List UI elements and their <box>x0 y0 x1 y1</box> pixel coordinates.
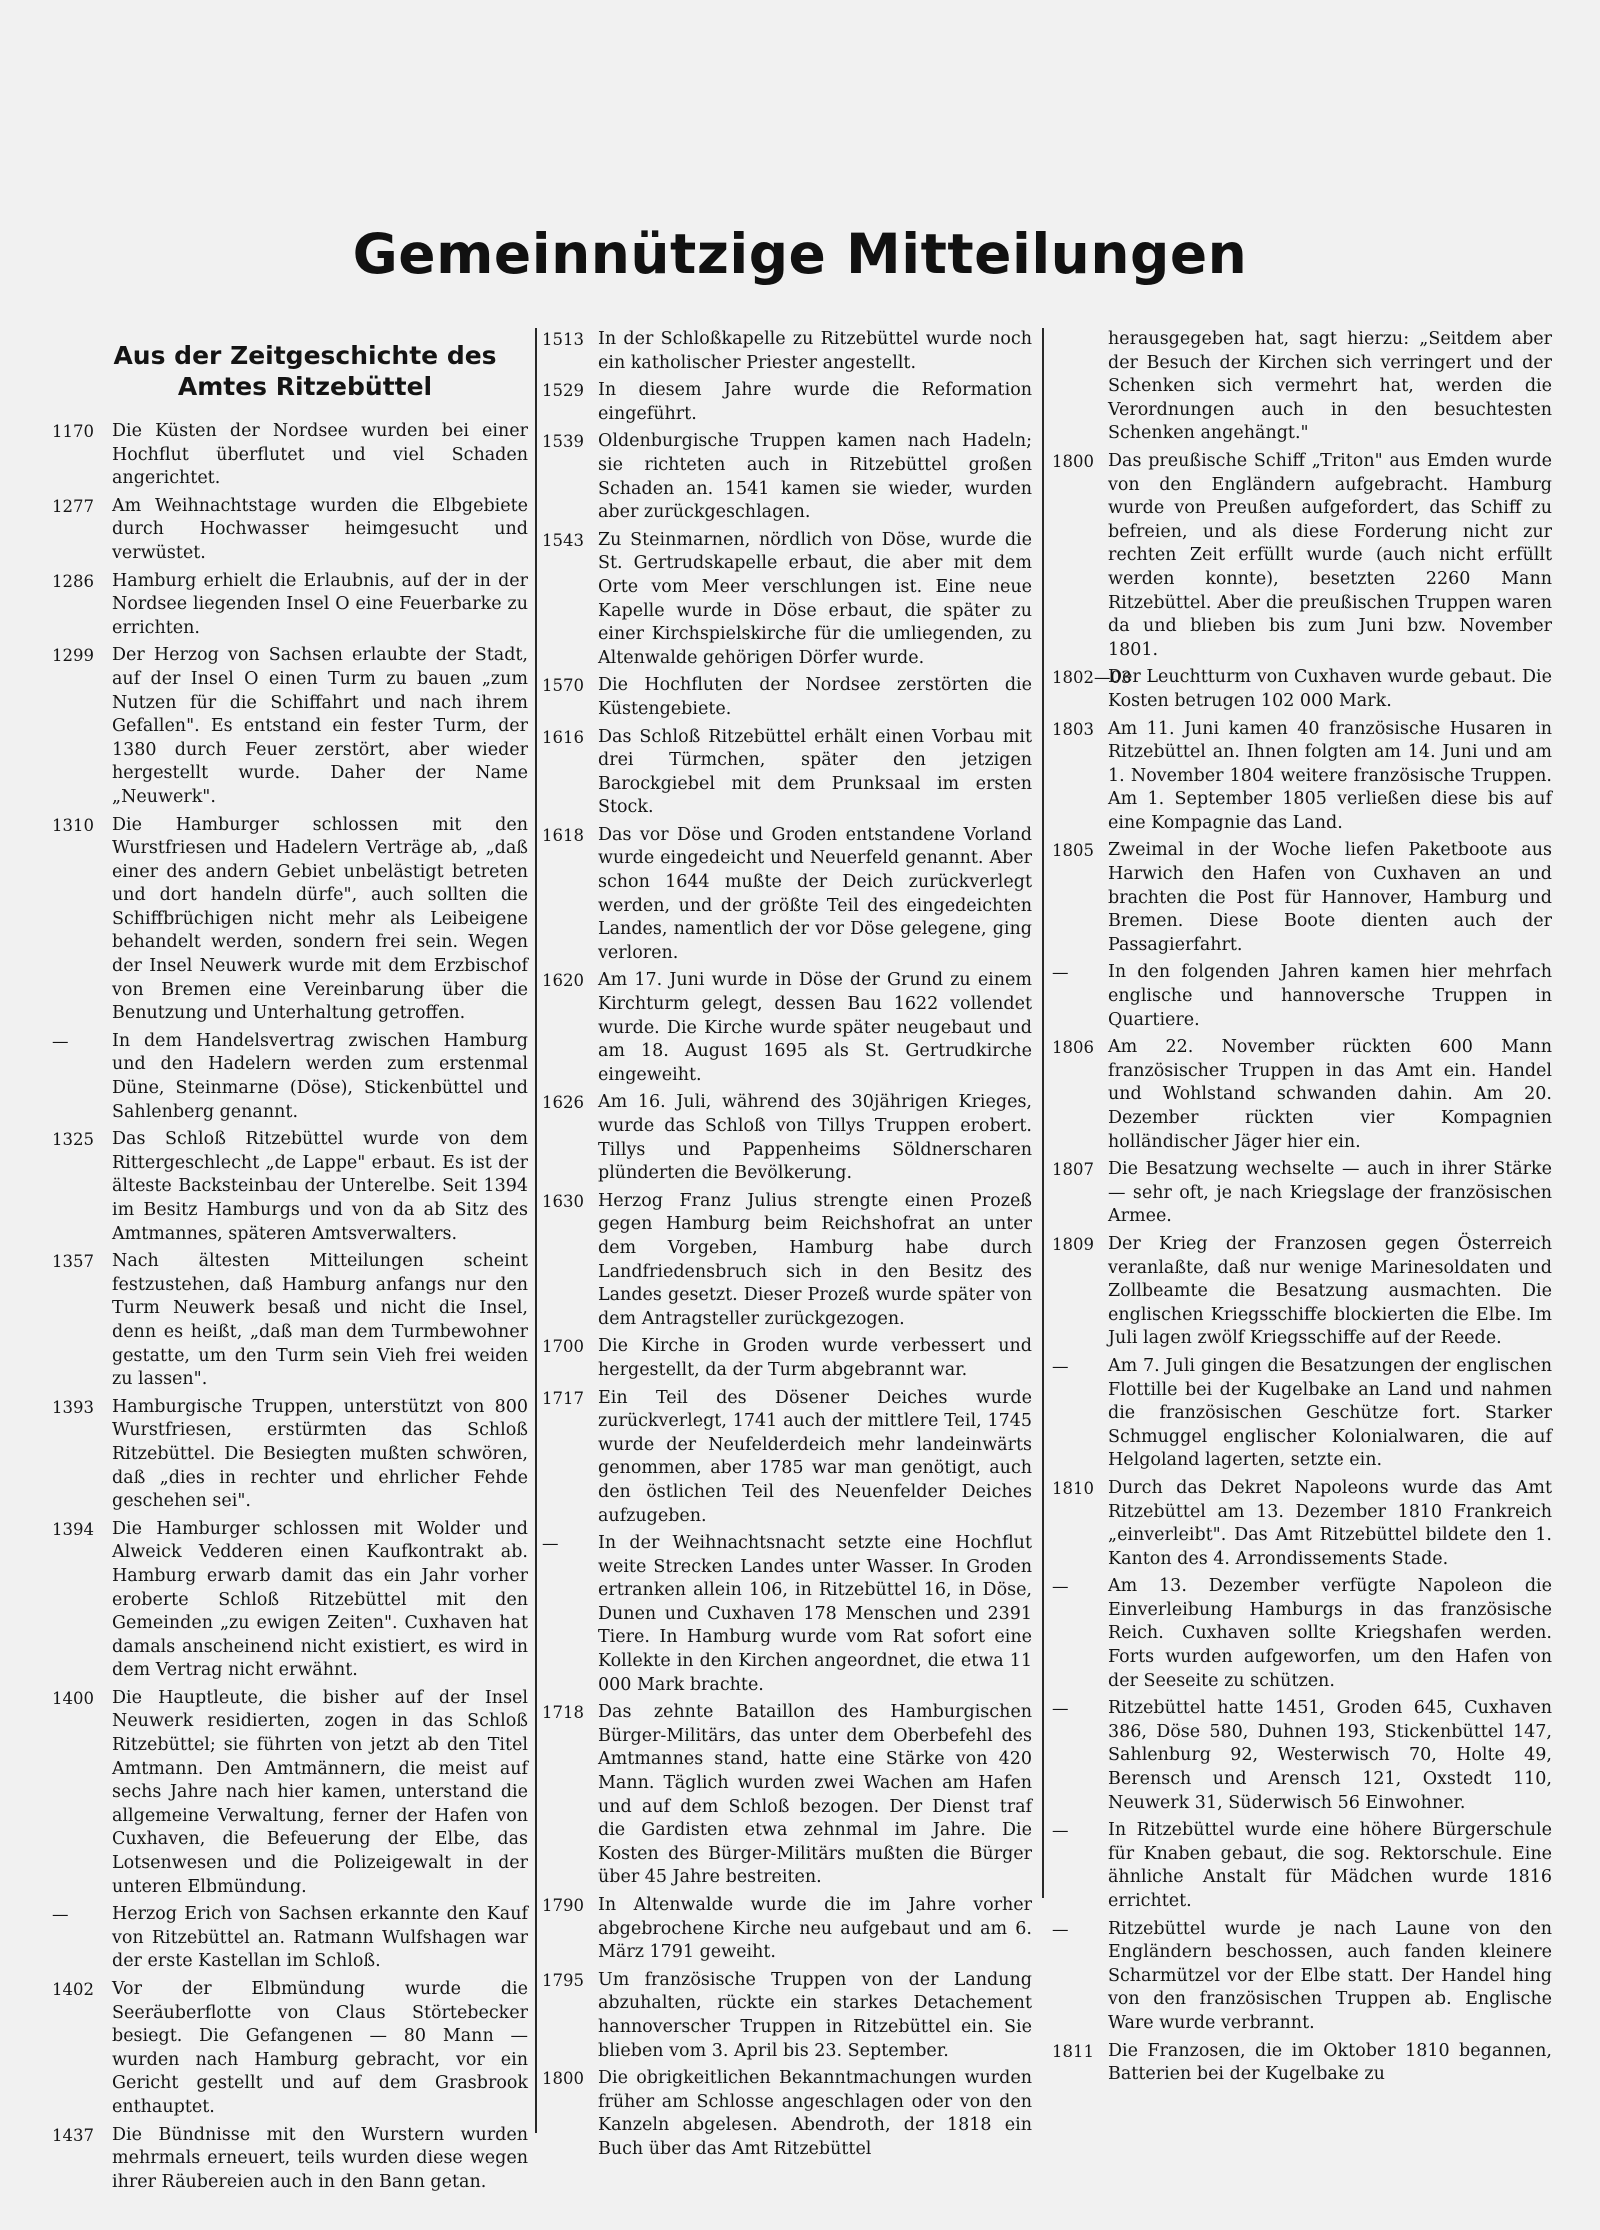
entry-text: Die Kirche in Groden wurde verbessert und hergestellt, da der Turm abgebrannt war. <box>598 1336 1032 1380</box>
chronicle-entry <box>1052 1697 1552 1815</box>
entry-text: In der Weihnachtsnacht setzte eine Hochflut weite Strecken Landes unter Wasser. In Groden ertranken allein 106, in Ritzebüttel 16, in Döse, Dunen und Cuxhaven 178 Menschen und 2391 Tiere. In Hamburg wurde vom Rat sofort eine Kollekte in den Kirchen angeordnet, die etwa 11 000 Mark brachte. <box>598 1533 1032 1695</box>
column-rule <box>1042 328 1044 1898</box>
entry-text: Die obrigkeitlichen Bekanntmachungen wurden früher am Schlosse angeschlagen oder von den Kanzeln abgelesen. Abendroth, der 1818 ein Buch über das Amt Ritzebüttel <box>598 2068 1032 2159</box>
entry-year: 1277 <box>52 496 94 516</box>
entry-year: 1616 <box>542 727 584 747</box>
chronicle-entry <box>1052 1477 1552 1571</box>
entry-year: 1170 <box>52 422 94 441</box>
entry-text: Zu Steinmarnen, nördlich von Döse, wurde die St. Gertrudskapelle erbaut, die aber mit dem Orte vom Meer verschlungen ist. Eine neue Kapelle wurde in Döse erbaut, die später zu einer Kirchspielskirche für die umliegenden, zu Altenwalde gehörigen Dörfer wurde. <box>598 529 1032 668</box>
entry-text: Die Hauptleute, die bisher auf der Insel Neuwerk residierten, zogen in das Schloß Ritzebüttel; sie führten von jetzt ab den Titel Amtmann. Den Amtmännern, die meist auf sechs Jahre nach hier kamen, unterstand die allgemeine Verwaltung, ferner der Hafen von Cuxhaven, die Befeuerung der Elbe, das Lotsenwesen und die Polizeigewalt in der unteren Elbmündung. <box>112 1687 528 1897</box>
entry-year: 1718 <box>542 1703 584 1723</box>
entry-year: 1310 <box>52 815 94 835</box>
entry-year: — <box>1052 1356 1069 1376</box>
entry-text: Am 16. Juli, während des 30jährigen Krieges, wurde das Schloß von Tillys Truppen erobert. Tillys und Pappenheims Söldnerscharen plünderten die Bevölkerung. <box>598 1092 1032 1184</box>
entry-year: 1325 <box>52 1130 94 1150</box>
entry-year: 1402 <box>52 1980 94 1999</box>
chronicle-entry <box>1052 961 1552 1032</box>
entry-text: Oldenburgische Truppen kamen nach Hadeln; sie richteten auch in Ritzebüttel großen Schaden an. 1541 kamen sie wieder, wurden aber zurückgeschlagen. <box>598 431 1032 523</box>
chronicle-entry <box>1052 1819 1552 1913</box>
entry-year: 1806 <box>1052 1038 1094 1058</box>
chronicle-entry <box>1052 2040 1552 2087</box>
chronicle-entry <box>1052 1575 1552 1693</box>
entry-year: — <box>52 1031 69 1051</box>
chronicle-entry <box>542 2067 1032 2161</box>
entry-text: Ritzebüttel wurde je nach Laune von den Engländern beschossen, auch fanden kleinere Scharmützel vor der Elbe statt. Der Handel hing von den französischen Truppen ab. Englische Ware wurde verbrannt. <box>1108 1918 1552 2033</box>
chronicle-entry <box>542 1335 1032 1382</box>
entry-text: Die Hochfluten der Nordsee zerstörten die Küstengebiete. <box>598 675 1032 719</box>
column-3 <box>1052 328 1552 2091</box>
chronicle-entry <box>1052 1355 1552 1473</box>
entry-text: Der Herzog von Sachsen erlaubte der Stadt, auf der Insel O einen Turm zu bauen „zum Nutzen für die Schiffahrt und nach ihrem Gefallen". Es entstand ein fester Turm, der 1380 durch Feuer zerstört, aber wieder hergestellt wurde. Daher der Name „Neuwerk". <box>112 645 528 807</box>
entry-text: Am 13. Dezember verfügte Napoleon die Einverleibung Hamburgs in das französische Reich. Cuxhaven sollte Kriegshafen werden. Forts wurden aufgeworfen, um den Hafen von der Seeseite zu schützen. <box>1108 1576 1552 1691</box>
entry-year: 1800 <box>1052 451 1094 471</box>
entry-text: In den folgenden Jahren kamen hier mehrfach englische und hannoversche Truppen in Quartiere. <box>1108 962 1552 1030</box>
entry-year: 1630 <box>542 1191 584 1211</box>
entry-text: Das zehnte Bataillon des Hamburgischen Bürger-Militärs, das unter dem Oberbefehl des Amtmannes stand, hatte eine Stärke von 420 Mann. Täglich wurden zwei Wachen am Hafen und auf dem Schloß bezogen. Der Dienst traf die Gardisten etwa zehnmal im Jahre. Die Kosten des Bürger-Militärs mußten die Bürger über 45 Jahre bestreiten. <box>598 1702 1032 1888</box>
entry-year: 1807 <box>1052 1160 1094 1180</box>
chronicle-entry <box>542 726 1032 820</box>
entry-text: Hamburgische Truppen, unterstützt von 800 Wurstfriesen, erstürmten das Schloß Ritzebüttel. Die Besiegten mußten schwören, daß „dies in rechter und ehrlicher Fehde geschehen sei". <box>112 1396 528 1512</box>
chronicle-entry <box>52 1030 528 1124</box>
entry-year: — <box>1052 1699 1069 1719</box>
chronicle-entry <box>52 1903 528 1974</box>
entry-text: In Ritzebüttel wurde eine höhere Bürgerschule für Knaben gebaut, die sog. Rektorschule. Eine ähnliche Anstalt für Mädchen wurde 1816 errichtet. <box>1108 1820 1552 1911</box>
chronicle-entry <box>542 1701 1032 1890</box>
entry-text: Die Besatzung wechselte — auch in ihrer Stärke — sehr oft, je nach Kriegslage der französischen Armee. <box>1108 1159 1552 1227</box>
entry-text: Am Weihnachtstage wurden die Elbgebiete durch Hochwasser heimgesucht und verwüstet. <box>112 495 528 563</box>
chronicle-entry <box>52 570 528 641</box>
chronicle-entry <box>52 644 528 809</box>
chronicle-entry <box>1052 1918 1552 2036</box>
entry-year: 1357 <box>52 1252 94 1272</box>
entry-text: Das Schloß Ritzebüttel wurde von dem Rittergeschlecht „de Lappe" erbaut. Es ist der älteste Backsteinbau der Unterelbe. Seit 1394 im Besitz Hamburgs und von da ab Sitz des Amtmannes, späteren Amtsverwalters. <box>112 1129 528 1244</box>
entry-year: 1811 <box>1052 2041 1094 2061</box>
entry-year: 1626 <box>542 1093 584 1113</box>
chronicle-entry <box>52 2124 528 2195</box>
entry-text: In der Schloßkapelle zu Ritzebüttel wurde noch ein katholischer Priester angestellt. <box>598 329 1032 373</box>
chronicle-entry <box>542 1091 1032 1185</box>
entry-year: 1618 <box>542 825 584 845</box>
chronicle-entry <box>52 1687 528 1899</box>
chronicle-entry <box>542 328 1032 375</box>
entry-text: In diesem Jahre wurde die Reformation eingeführt. <box>598 380 1032 424</box>
entry-year: — <box>1052 1919 1069 1939</box>
chronicle-entry <box>542 969 1032 1087</box>
chronicle-entry <box>52 495 528 566</box>
chronicle-entry <box>542 1894 1032 1965</box>
entry-year: — <box>52 1905 69 1925</box>
page-title: Gemeinnützige Mitteilungen <box>352 222 1248 286</box>
entry-year: — <box>1052 1577 1069 1597</box>
entry-text: Die Franzosen, die im Oktober 1810 begannen, Batterien bei der Kugelbake zu <box>1108 2040 1552 2085</box>
chronicle-entry <box>542 1190 1032 1332</box>
entry-text: In dem Handelsvertrag zwischen Hamburg und den Hadelern werden zum erstenmal Düne, Steinmarne (Döse), Stickenbüttel und Sahlenberg genannt. <box>112 1030 528 1122</box>
entry-text: Das preußische Schiff „Triton" aus Emden wurde von den Engländern aufgebracht. Hamburg wurde von Preußen aufgefordert, das Schiff zu befreien, und als diese Forderung nicht zur rechten Zeit erfüllt wurde (auch nicht erfüllt werden konnte), besetzten 2260 Mann Ritzebüttel. Aber die preußischen Truppen waren da und blieben bis zum Juni bzw. November 1801. <box>1108 450 1552 660</box>
chronicle-entry <box>52 1518 528 1683</box>
entry-text: Ein Teil des Dösener Deiches wurde zurückverlegt, 1741 auch der mittlere Teil, 1745 wurde der Neufelderdeich mehr landeinwärts genommen, aber 1785 war man genötigt, auch den östlichen Teil des Neuenfelder Deiches aufzugeben. <box>598 1387 1032 1526</box>
entry-year: 1570 <box>542 676 584 696</box>
chronicle-entry <box>52 420 528 491</box>
entry-year: 1539 <box>542 432 584 452</box>
entry-year: 1802—03 <box>1052 668 1132 688</box>
entry-text: Der Krieg der Franzosen gegen Österreich veranlaßte, daß nur wenige Marinesoldaten und Zollbeamte die Besatzung ausmachten. Die englischen Kriegsschiffe blockierten die Elbe. Im Juli lagen zwölf Kriegsschiffe auf der Reede. <box>1108 1233 1552 1349</box>
entry-text: Die Küsten der Nordsee wurden bei einer Hochflut überflutet und viel Schaden angerichtet. <box>112 421 528 489</box>
chronicle-entry <box>52 1250 528 1392</box>
entry-year: 1393 <box>52 1397 94 1417</box>
entry-text: Das Schloß Ritzebüttel erhält einen Vorbau mit drei Türmchen, später den jetzigen Barockgiebel mit dem Prunksaal im ersten Stock. <box>598 726 1032 818</box>
entry-year: 1800 <box>542 2069 584 2089</box>
entry-text: Herzog Erich von Sachsen erkannte den Kauf von Ritzebüttel an. Ratmann Wulfshagen war der erste Kastellan im Schloß. <box>112 1904 528 1972</box>
entry-year: 1717 <box>542 1388 584 1408</box>
entry-text: Die Hamburger schlossen mit Wolder und Alweick Vedderen einen Kaufkontrakt ab. Hamburg erwarb damit das ein Jahr vorher eroberte Schloß Ritzebüttel mit den Gemeinden „zu ewigen Zeiten". Cuxhaven hat damals anscheinend nicht existiert, es wird in dem Vertrag nicht erwähnt. <box>112 1518 528 1681</box>
chronicle-entry <box>52 1128 528 1246</box>
entry-text: Der Leuchtturm von Cuxhaven wurde gebaut. Die Kosten betrugen 102 000 Mark. <box>1108 667 1552 711</box>
entry-year: 1394 <box>52 1519 94 1539</box>
entry-year: 1803 <box>1052 719 1094 739</box>
entry-text: Durch das Dekret Napoleons wurde das Amt Ritzebüttel am 13. Dezember 1810 Frankreich „einverleibt". Das Amt Ritzebüttel bildete den 1. Kanton des 4. Arrondissements Stade. <box>1108 1477 1552 1569</box>
continued-text: herausgegeben hat, sagt hierzu: „Seitdem aber der Besuch der Kirchen sich verringert und der Schenken sich vermehrt hat, werden die Verordnungen auch in den besuchtesten Schenken angehängt." <box>1108 329 1552 444</box>
entry-text: Am 11. Juni kamen 40 französische Husaren in Ritzebüttel an. Ihnen folgten am 14. Juni und am 1. November 1804 weitere französische Truppen. Am 1. September 1805 verließen diese bis auf eine Kompagnie das Land. <box>1108 718 1552 833</box>
chronicle-entry <box>542 1387 1032 1529</box>
chronicle-entry <box>52 1396 528 1514</box>
column-1 <box>52 328 528 2198</box>
entry-text: Die Hamburger schlossen mit den Wurstfriesen und Hadelern Verträge ab, „daß einer des andern Gebiet unbelästigt betreten und dort handeln dürfe", auch sollten die Schiffbrüchigen nicht mehr als Leibeigene behandelt werden, sondern frei sein. Wegen der Insel Neuwerk wurde mit dem Erzbischof von Bremen eine Vereinbarung über die Benutzung und Unterhaltung getroffen. <box>112 814 528 1024</box>
entry-year: — <box>542 1534 559 1554</box>
entry-text: Hamburg erhielt die Erlaubnis, auf der in der Nordsee liegenden Insel O eine Feuerbarke zu errichten. <box>112 570 528 638</box>
entry-year: 1805 <box>1052 841 1094 861</box>
entry-year: 1529 <box>542 381 584 401</box>
column-rule <box>535 328 537 2133</box>
entry-text: Um französische Truppen von der Landung abzuhalten, rückte ein starkes Detachement hannoverscher Truppen in Ritzebüttel ein. Sie blieben vom 3. April bis 23. September. <box>598 1969 1032 2061</box>
entry-text: Die Bündnisse mit den Wurstern wurden mehrmals erneuert, teils wurden diese wegen ihrer Räubereien auch in den Bann getan. <box>112 2124 528 2192</box>
chronicle-entry <box>1052 666 1552 713</box>
entry-year: — <box>1052 963 1069 983</box>
chronicle-entry <box>542 1969 1032 2063</box>
chronicle-entry <box>1052 1036 1552 1154</box>
entry-text: Am 22. November rückten 600 Mann französischer Truppen in das Amt ein. Handel und Wohlstand schwanden dahin. Am 20. Dezember rückten vier Kompagnien holländischer Jäger hier ein. <box>1108 1037 1552 1152</box>
entry-year: — <box>1052 1821 1069 1841</box>
section-title: Aus der Zeitgeschichte des Amtes Ritzebüttel <box>113 341 497 401</box>
entry-text: Am 17. Juni wurde in Döse der Grund zu einem Kirchturm gelegt, dessen Bau 1622 vollendet wurde. Die Kirche wurde später neugebaut und am 18. August 1695 als St. Gertrudkirche eingeweiht. <box>598 970 1032 1085</box>
entry-year: 1400 <box>52 1688 94 1708</box>
entry-text: Am 7. Juli gingen die Besatzungen der englischen Flottille bei der Kugelbake an Land und nahmen die französischen Geschütze fort. Starker Schmuggel englischer Kolonialwaren, die auf Helgoland lagerten, setzte ein. <box>1108 1355 1552 1471</box>
entry-year: 1809 <box>1052 1234 1094 1254</box>
entry-text: Herzog Franz Julius strengte einen Prozeß gegen Hamburg beim Reichshofrat an unter dem Vorgeben, Hamburg habe durch Landfriedensbruch sich in den Besitz des Landes gesetzt. Dieser Prozeß wurde später von dem Antragsteller zurückgezogen. <box>598 1190 1032 1329</box>
entry-text: Zweimal in der Woche liefen Paketboote aus Harwich den Hafen von Cuxhaven an und brachten die Post für Hannover, Hamburg und Bremen. Diese Boote dienten auch der Passagierfahrt. <box>1108 840 1552 955</box>
chronicle-entry <box>52 814 528 1026</box>
entry-year: 1299 <box>52 646 94 666</box>
chronicle-entry <box>542 824 1032 966</box>
chronicle-entry <box>542 1532 1032 1697</box>
entry-text: Das vor Döse und Groden entstandene Vorland wurde eingedeicht und Neuerfeld genannt. Aber schon 1644 mußte der Deich zurückverlegt werden, und der größte Teil des eingedeichten Landes, namentlich der vor Döse gelegene, ging verloren. <box>598 824 1032 963</box>
chronicle-entry <box>1052 718 1552 836</box>
entry-year: 1795 <box>542 1970 584 1990</box>
chronicle-entry <box>542 379 1032 426</box>
entry-year: 1700 <box>542 1337 584 1357</box>
entry-text: Nach ältesten Mitteilungen scheint festzustehen, daß Hamburg anfangs nur den Turm Neuwerk besaß und nicht die Insel, denn es heißt, „daß man dem Turmbewohner gestatte, um den Turm sein Vieh frei weiden zu lassen". <box>112 1251 528 1390</box>
chronicle-entry <box>542 674 1032 721</box>
chronicle-entry <box>542 529 1032 671</box>
chronicle-entry <box>1052 1158 1552 1229</box>
chronicle-entry <box>1052 450 1552 662</box>
chronicle-entry <box>52 1978 528 2120</box>
entry-text: Vor der Elbmündung wurde die Seeräuberflotte von Claus Störtebecker besiegt. Die Gefangenen — 80 Mann — wurden nach Hamburg gebracht, vor ein Gericht gestellt und auf dem Grasbrook enthauptet. <box>112 1979 528 2117</box>
entry-year: 1790 <box>542 1896 584 1915</box>
entry-text: Ritzebüttel hatte 1451, Groden 645, Cuxhaven 386, Döse 580, Duhnen 193, Stickenbüttel 147, Sahlenburg 92, Westerwisch 70, Holte 49, Berensch und Arensch 121, Oxstedt 110, Neuwerk 31, Süderwisch 56 Einwohner. <box>1108 1698 1552 1813</box>
chronicle-entry <box>1052 1233 1552 1351</box>
entry-year: 1286 <box>52 571 94 591</box>
chronicle-entry <box>542 430 1032 524</box>
entry-text: In Altenwalde wurde die im Jahre vorher abgebrochene Kirche neu aufgebaut und am 6. März 1791 geweiht. <box>598 1895 1032 1963</box>
column-2 <box>542 328 1032 2166</box>
entry-year: 1513 <box>542 330 584 349</box>
chronicle-entry <box>1052 839 1552 957</box>
entry-year: 1810 <box>1052 1478 1094 1498</box>
entry-year: 1437 <box>52 2125 94 2145</box>
entry-year: 1543 <box>542 530 584 550</box>
entry-year: 1620 <box>542 971 584 991</box>
